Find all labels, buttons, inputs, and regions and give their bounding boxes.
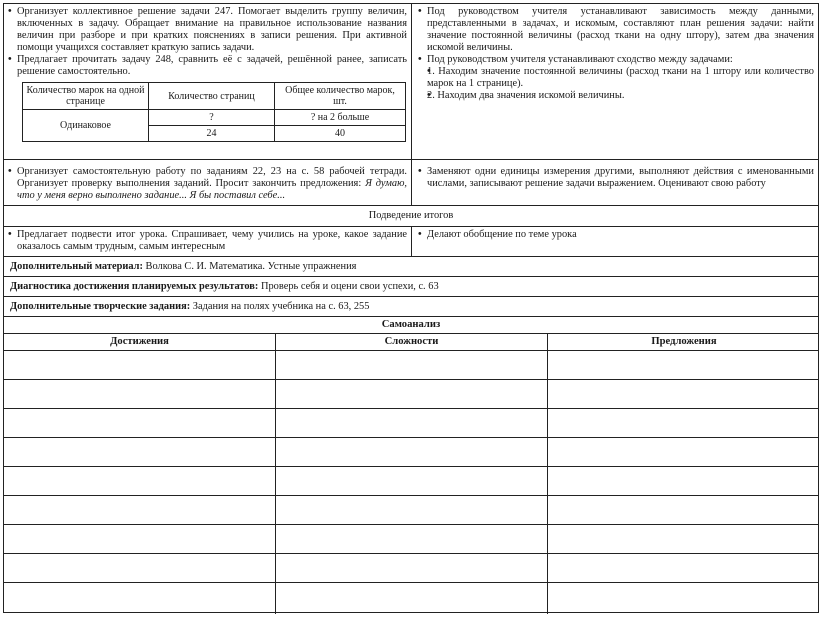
creative-label: Дополнительные творческие задания:: [10, 301, 191, 312]
grid-row-line: [4, 553, 818, 554]
extra-material-row: [4, 257, 818, 277]
student-item-generalize: • Делают обобщение по теме урока: [418, 229, 814, 241]
diagnostics-row: [4, 277, 818, 297]
student-item-similarity-text: Под руководством учителя устанавливают сходство между задачами:: [427, 54, 733, 65]
grid-row-line: [4, 466, 818, 467]
solution-step: • 1. Находим значение постоянной величины (расход ткани на 1 штору или количество марок на 1 странице).: [427, 66, 814, 90]
student-activity-2: [412, 160, 820, 190]
teacher-item-summary: • Предлагает подвести итог урока. Спрашивает, чему учились на уроке, какое задание оказалось самым трудным, самым интересным: [8, 229, 407, 253]
summary-heading: Подведение итогов: [4, 206, 818, 227]
creative-row: [4, 297, 818, 317]
teacher-activity-1: [4, 4, 411, 145]
work-block-2: [4, 160, 818, 206]
teacher-item-independent-work: [8, 166, 407, 202]
student-activity-3: [412, 227, 820, 241]
grid-row-line: [4, 408, 818, 409]
teacher-activity-2: [4, 160, 411, 202]
student-item-similarity: [418, 54, 814, 102]
self-analysis-title: Самоанализ: [4, 317, 818, 334]
student-item-units: • Заменяют одни единицы измерения другими, выполняют действия с именованными числами, записывают решение задачи выражением. Оценивают свою работу: [418, 166, 814, 190]
student-activity-1: [412, 4, 820, 102]
table-cell: ?: [149, 110, 275, 126]
grid-row-line: [4, 437, 818, 438]
table-header: Количество страниц: [149, 83, 275, 110]
creative-text: Задания на полях учебника на с. 63, 255: [192, 301, 370, 312]
grid-row-line: [4, 582, 818, 583]
solution-step: • 2. Находим два значения искомой величины.: [427, 90, 814, 102]
grid-column-line: [275, 334, 276, 614]
grid-column-line: [547, 334, 548, 614]
solution-steps: [427, 66, 814, 102]
grid-row-line: [4, 379, 818, 380]
extra-material-label: Дополнительный материал:: [10, 261, 143, 272]
table-cell: ? на 2 больше: [275, 110, 406, 126]
work-block-3: [4, 227, 818, 257]
teacher-item-task-247: • Организует коллективное решение задачи 247. Помогает выделить группу величин, включенных в задачу. Обращает внимание на правильное использование названия величин при разборе и при кратких пояснениях в записи решения. При активной помощи учащихся составляет краткую запись задачи.: [8, 6, 407, 54]
work-block-1: [4, 4, 818, 160]
lesson-plan-sheet: [3, 3, 819, 613]
column-header-suggestions: Предложения: [651, 336, 717, 347]
independent-work-text: Организует самостоятельную работу по заданиям 22, 23 на с. 58 рабочей тетради. Организует проверку выполнения заданий. Просит закончить предложения:: [17, 166, 407, 189]
column-header-achievements: Достижения: [110, 336, 169, 347]
table-cell: Одинаковое: [23, 110, 149, 142]
grid-row-line: [4, 495, 818, 496]
table-cell: 40: [275, 126, 406, 142]
teacher-activity-3: [4, 227, 411, 253]
extra-material-text: Волкова С. И. Математика. Устные упражнения: [145, 261, 357, 272]
grid-row-line: [4, 524, 818, 525]
diagnostics-text: Проверь себя и оцени свои успехи, с. 63: [260, 281, 439, 292]
table-header: Общее количество марок, шт.: [275, 83, 406, 110]
self-analysis-grid: [4, 334, 818, 614]
student-item-plan: • Под руководством учителя устанавливают зависимость между данными, представленными в задачах, и искомым, составляют план решения задачи: найти значение постоянной величины (расход ткани на одну штору), затем два значения искомой величины.: [418, 6, 814, 54]
diagnostics-label: Диагностика достижения планируемых результатов:: [10, 281, 259, 292]
column-header-difficulties: Сложности: [384, 336, 439, 347]
table-header: Количество марок на одной странице: [23, 83, 149, 110]
table-cell: 24: [149, 126, 275, 142]
sentence-starters: Я думаю, что у меня верно выполнено задание... Я бы поставил себе...: [17, 178, 407, 201]
teacher-item-task-248: • Предлагает прочитать задачу 248, сравнить её с задачей, решённой ранее, записать решение самостоятельно.: [8, 54, 407, 78]
grid-row-line: [4, 350, 818, 351]
stamps-table: [22, 82, 406, 142]
